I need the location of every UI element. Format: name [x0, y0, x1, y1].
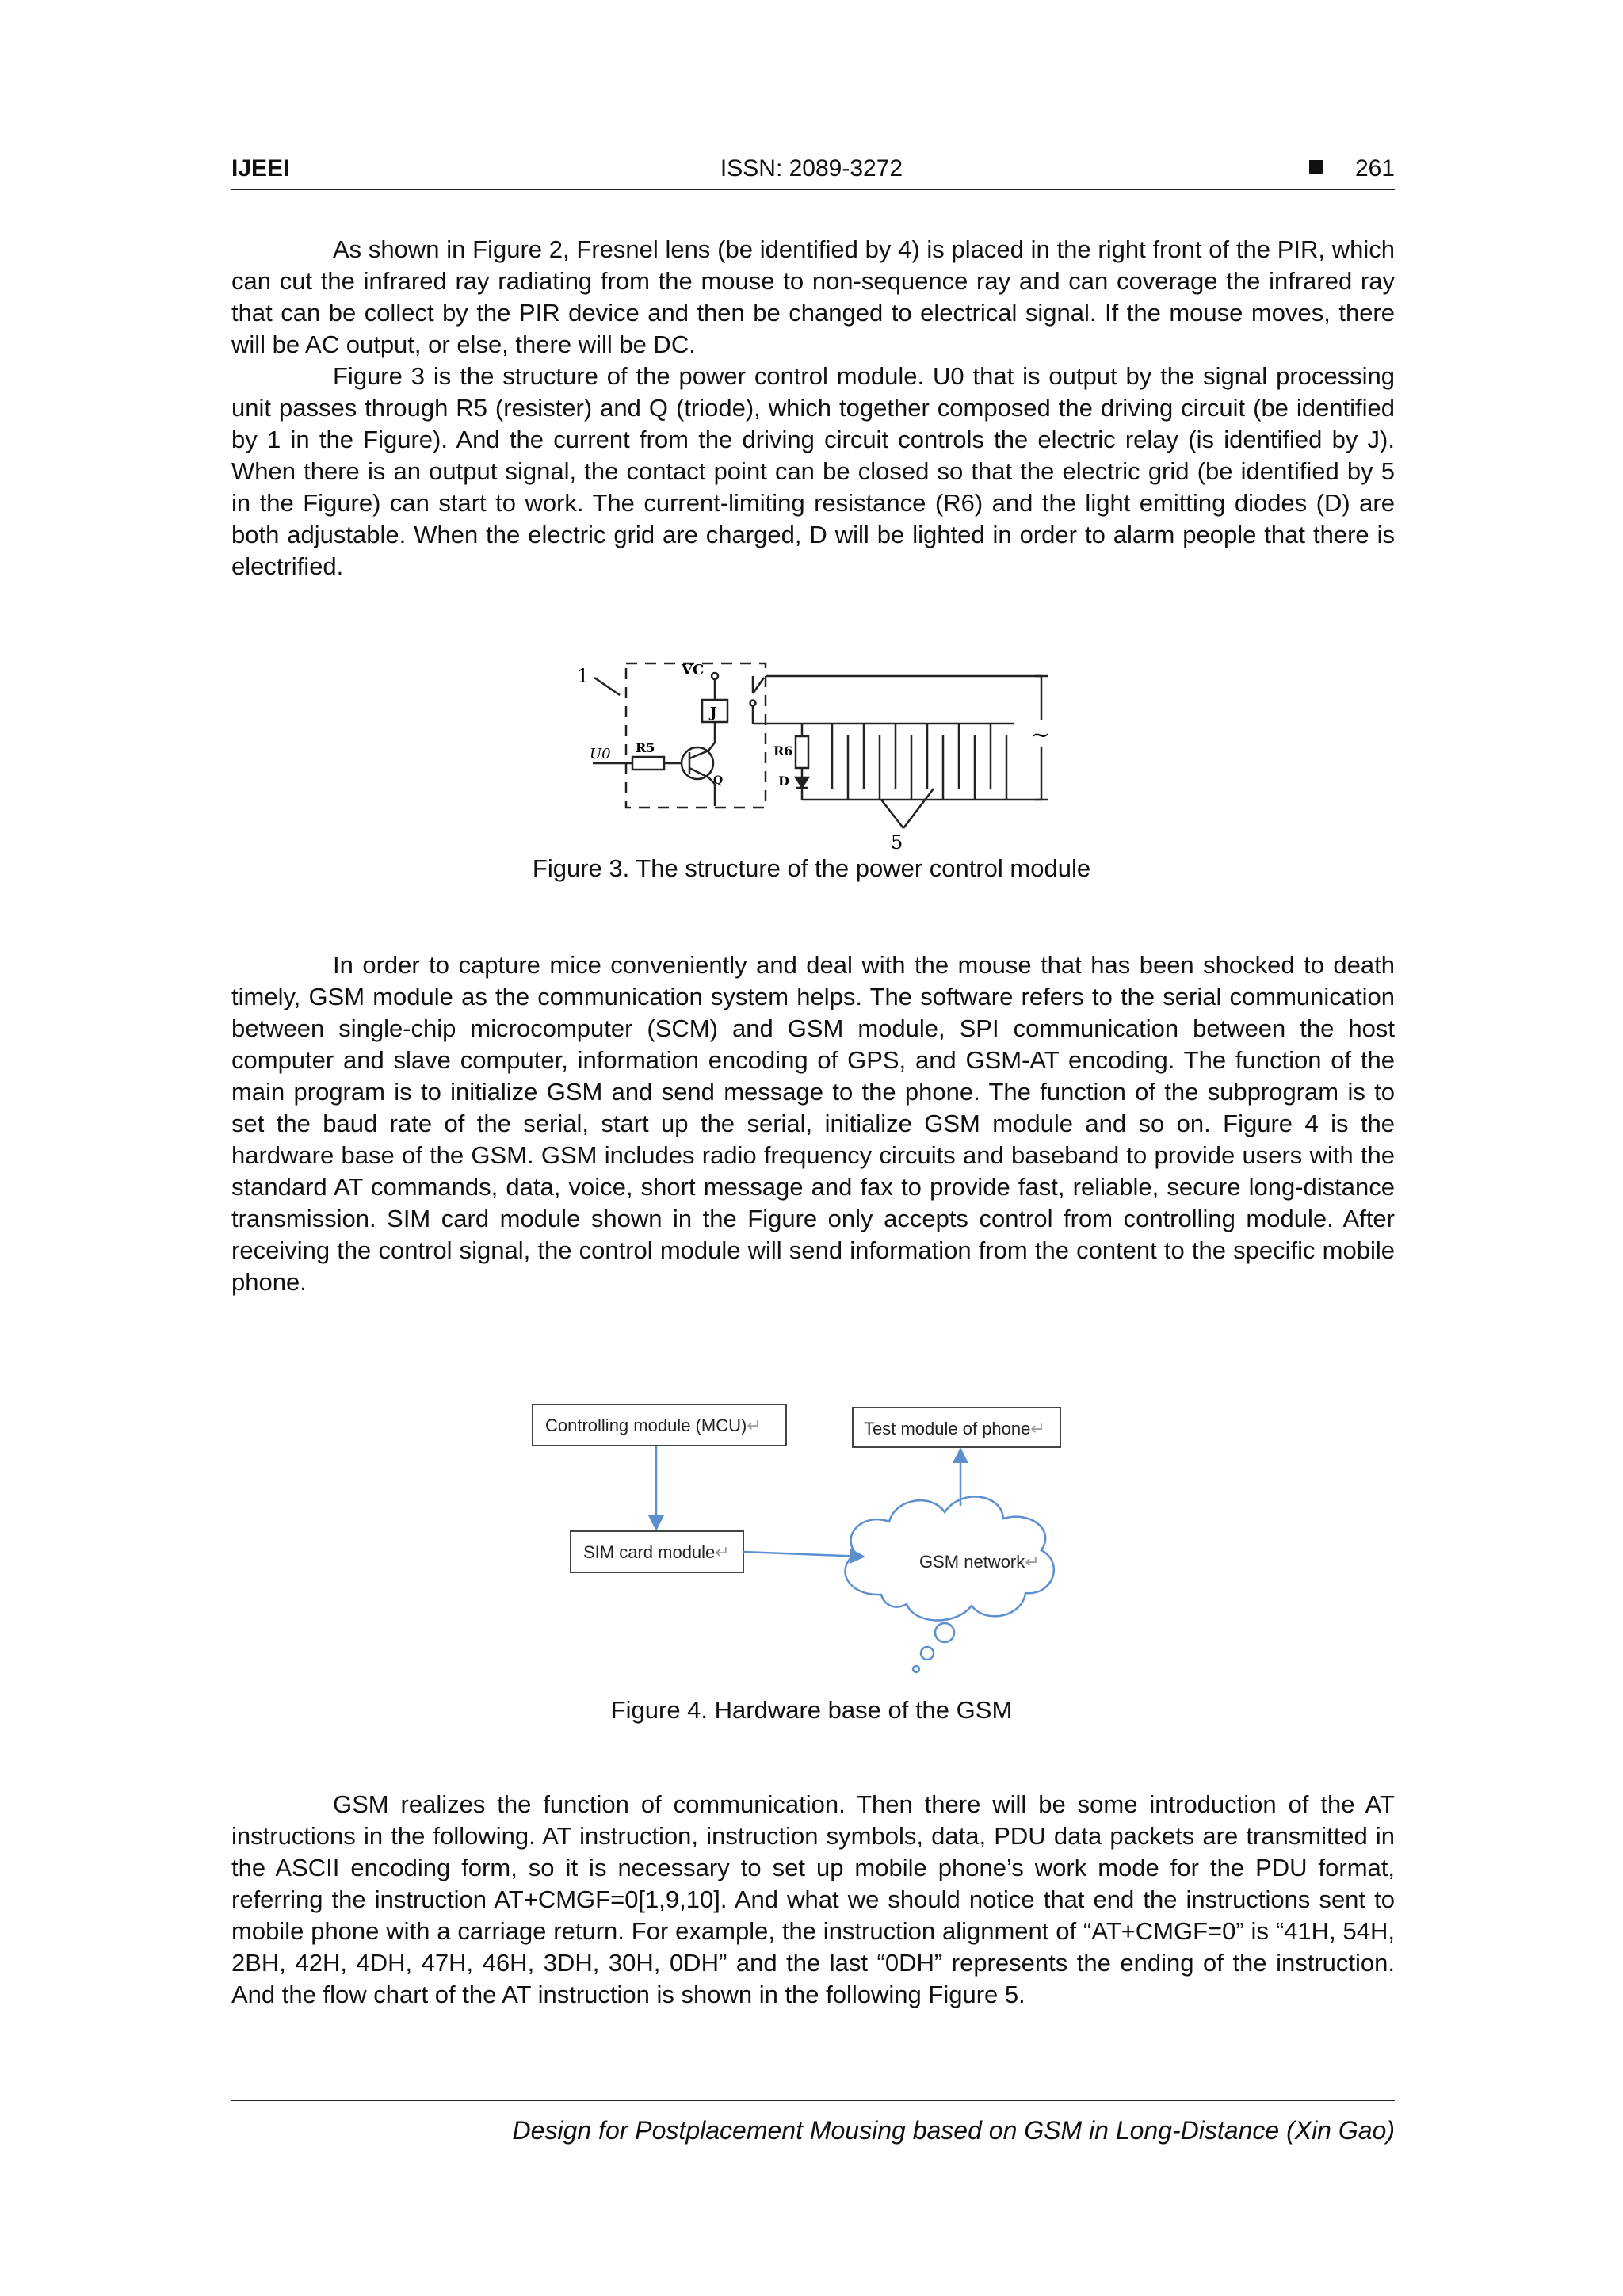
label-1-pointer	[594, 678, 620, 695]
figure-4-caption: Figure 4. Hardware base of the GSM	[610, 1696, 1013, 1724]
relay-contact	[753, 678, 764, 693]
body-text-middle	[231, 949, 1395, 1298]
paragraph-2: Figure 3 is the structure of the power control module. U0 that is output by the signal processing unit passes through R5 (resister) and Q (triode), which together composed the driving circuit (be identified by 1 in the Figure). And the current from the driving circuit controls the electric relay (is identified by J). When there is an output signal, the contact point can be closed so that the electric grid (be identified by 5 in the Figure) can start to work. The current-limiting resistance (R6) and the light emitting diodes (D) are both adjustable. When the electric grid are charged, D will be lighted in order to alarm people that there is electrified.	[231, 362, 1395, 580]
label-1: 1	[577, 665, 590, 687]
footer-rule	[231, 2100, 1395, 2101]
controlling-module-box	[533, 1404, 786, 1446]
square-bullet-icon	[1309, 160, 1323, 174]
page-number: 261	[1354, 155, 1395, 181]
resistor-r5	[632, 757, 664, 770]
label-r5: R5	[636, 740, 655, 755]
label-d: D	[778, 774, 789, 789]
sim-card-module-box	[571, 1531, 743, 1572]
led-diode	[796, 777, 808, 787]
svg-text:SIM card module↵: SIM card module↵	[583, 1542, 730, 1562]
ac-source-symbol: ~	[1030, 721, 1051, 749]
header-rule	[231, 189, 1395, 190]
paragraph-1: As shown in Figure 2, Fresnel lens (be identified by 4) is placed in the right front of the PIR, which can cut the infrared ray radiating from the mouse to non-sequence ray and can coverage the infrared ray that can be collect by the PIR device and then be changed to electrical signal. If the mouse moves, there will be AC output, or else, there will be DC.	[231, 235, 1395, 358]
label-r6: R6	[773, 743, 793, 758]
label-q: Q	[713, 774, 724, 787]
label-5: 5	[891, 831, 903, 854]
figure-4-diagram	[523, 1395, 1125, 1676]
gsm-network-label: GSM network↵	[919, 1552, 1040, 1572]
paragraph-3: In order to capture mice conveniently and deal with the mouse that has been shocked to death timely, GSM module as the communication system helps. The software refers to the serial communication between single-chip microcomputer (SCM) and GSM module, SPI communication between the host computer and slave computer, information encoding of GPS, and GSM-AT encoding. The function of the main program is to initialize GSM and send message to the phone. The function of the subprogram is to set the baud rate of the serial, start up the serial, initialize GSM module and so on. Figure 4 is the hardware base of the GSM. GSM includes radio frequency circuits and baseband to provide users with the standard AT commands, data, voice, short message and fax to provide fast, reliable, secure long-distance transmission. SIM card module shown in the Figure only accepts control from controlling module. After receiving the control signal, the control module will send information from the content to the specific mobile phone.	[231, 951, 1395, 1296]
figure-3-caption: Figure 3. The structure of the power control module	[532, 854, 1091, 882]
body-text-bottom	[231, 1789, 1395, 2011]
svg-text:Test module of phone↵: Test module of phone↵	[864, 1419, 1045, 1438]
body-text-top	[231, 234, 1395, 583]
test-module-box	[853, 1408, 1060, 1447]
arrow-sim-to-gsm	[743, 1552, 864, 1557]
svg-text:Controlling module (MCU)↵: Controlling module (MCU)↵	[545, 1415, 762, 1435]
transistor-q	[682, 747, 713, 779]
gsm-network-cloud	[846, 1496, 1054, 1672]
page-number-block	[1284, 155, 1395, 182]
issn: ISSN: 2089-3272	[720, 155, 903, 181]
journal-name: IJEEI	[231, 155, 290, 181]
paragraph-4: GSM realizes the function of communication. Then there will be some introduction of the AT instructions in the following. AT instruction, instruction symbols, data, PDU data packets are transmitted in the ASCII encoding form, so it is necessary to set up mobile phone’s work mode for the PDU format, referring the instruction AT+CMGF=0[1,9,10]. And what we should notice that end the instructions sent to mobile phone with a carriage return. For example, the instruction alignment of “AT+CMGF=0” is “41H, 54H, 2BH, 42H, 4DH, 47H, 46H, 3DH, 30H, 0DH” and the last “0DH” represents the ending of the instruction. And the flow chart of the AT instruction is shown in the following Figure 5.	[231, 1790, 1395, 2008]
vcc-node	[712, 673, 718, 679]
footer-title: Design for Postplacement Mousing based on GSM in Long-Distance (Xin Gao)	[512, 2116, 1395, 2145]
figure-3-circuit	[571, 654, 1062, 856]
label-j: J	[710, 705, 717, 721]
label-u0: U0	[590, 746, 611, 762]
driving-circuit-box	[626, 663, 766, 808]
label-vcc: VC	[682, 662, 705, 678]
resistor-r6	[796, 736, 808, 768]
